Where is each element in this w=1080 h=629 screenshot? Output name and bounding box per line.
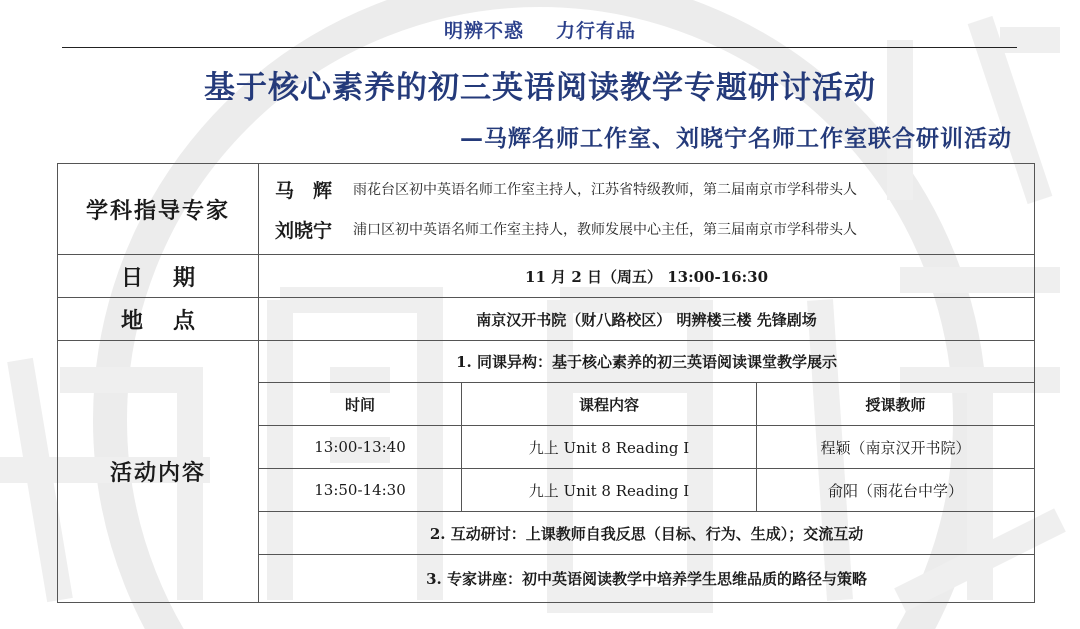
expert-name: 马 辉	[275, 179, 333, 202]
expert-desc: 浦口区初中英语名师工作室主持人，教师发展中心主任，第三届南京市学科带头人	[353, 222, 857, 238]
col-header-course: 课程内容	[462, 383, 757, 426]
schedule-table	[57, 163, 1035, 603]
date-row	[58, 255, 1035, 298]
activities-label: 活动内容	[58, 341, 259, 603]
lesson-time: 13:50-14:30	[259, 469, 462, 512]
col-header-teacher: 授课教师	[757, 383, 1035, 426]
page-subtitle: —马辉名师工作室、刘晓宁名师工作室联合研训活动	[460, 125, 1012, 152]
expert-item	[275, 169, 1034, 209]
activity-item-1: 1. 同课异构：基于核心素养的初三英语阅读课堂教学展示	[259, 341, 1035, 383]
experts-label: 学科指导专家	[58, 164, 259, 255]
experts-list	[259, 164, 1035, 255]
lesson-course: 九上 Unit 8 Reading I	[462, 426, 757, 469]
activity-item-3: 3. 专家讲座：初中英语阅读教学中培养学生思维品质的路径与策略	[259, 555, 1035, 603]
expert-item	[275, 209, 1034, 249]
header-divider	[62, 47, 1017, 48]
location-row	[58, 298, 1035, 341]
expert-desc: 雨花台区初中英语名师工作室主持人，江苏省特级教师，第二届南京市学科带头人	[353, 182, 857, 198]
date-value: 11 月 2 日（周五） 13:00-16:30	[259, 255, 1035, 298]
activity-item-2: 2. 互动研讨：上课教师自我反思（目标、行为、生成）；交流互动	[259, 512, 1035, 555]
page-title: 基于核心素养的初三英语阅读教学专题研讨活动	[204, 70, 876, 106]
lesson-course: 九上 Unit 8 Reading I	[462, 469, 757, 512]
expert-name: 刘晓宁	[275, 219, 333, 242]
location-value: 南京汉开书院（财八路校区） 明辨楼三楼 先锋剧场	[259, 298, 1035, 341]
lesson-teacher: 程颖（南京汉开书院）	[757, 426, 1035, 469]
motto-left: 明辨不惑	[443, 20, 524, 42]
experts-row	[58, 164, 1035, 255]
lesson-teacher: 俞阳（雨花台中学）	[757, 469, 1035, 512]
date-label: 日期	[58, 255, 259, 298]
motto-right: 力行有品	[556, 20, 637, 42]
school-motto	[0, 16, 1080, 43]
col-header-time: 时间	[259, 383, 462, 426]
location-label: 地点	[58, 298, 259, 341]
activity-item-1-row	[58, 341, 1035, 383]
lesson-time: 13:00-13:40	[259, 426, 462, 469]
